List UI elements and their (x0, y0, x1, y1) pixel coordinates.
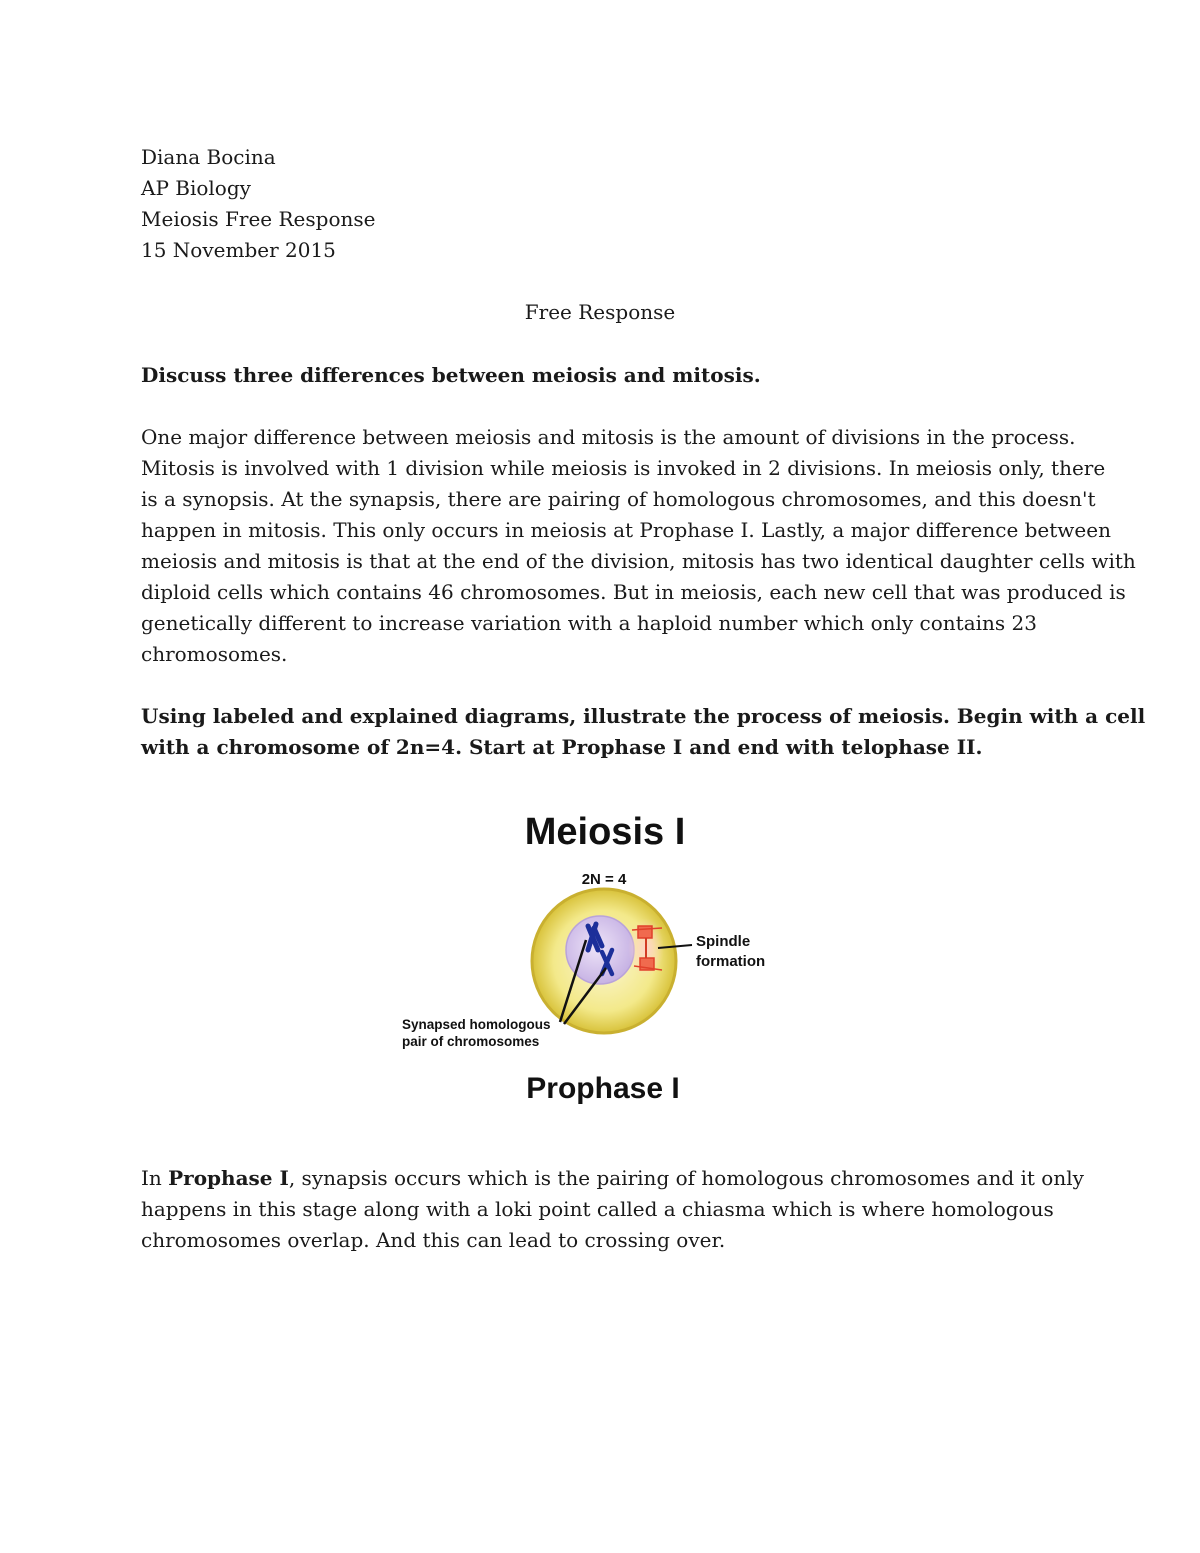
answer-1-paragraph (141, 422, 1136, 670)
document-header (141, 142, 375, 266)
question-2 (141, 701, 1146, 763)
figure-title: Meiosis I (524, 811, 686, 853)
ploidy-label: 2N = 4 (581, 871, 627, 888)
answer-1-line: One major difference between meiosis and mitosis is the amount of divisions in the process. (141, 425, 1076, 449)
answer-2-line: chromosomes overlap. And this can lead to crossing over. (141, 1228, 726, 1252)
document-date: 15 November 2015 (141, 238, 336, 262)
answer-2-prefix: In (141, 1166, 169, 1190)
question-1: Discuss three differences between meiosis and mitosis. (141, 363, 761, 387)
figure-caption: Prophase I (526, 1072, 680, 1105)
answer-1-line: diploid cells which contains 46 chromosomes. But in meiosis, each new cell that was produced is (141, 580, 1126, 604)
answer-2-line (141, 1163, 1084, 1194)
question-2-line: with a chromosome of 2n=4. Start at Prophase I and end with telophase II. (141, 735, 983, 759)
spindle-label-line-2: formation (696, 953, 766, 970)
answer-1-line: Mitosis is involved with 1 division while meiosis is invoked in 2 divisions. In meiosis only, there (141, 456, 1106, 480)
question-2-line: Using labeled and explained diagrams, illustrate the process of meiosis. Begin with a cell (141, 704, 1146, 728)
course-name: AP Biology (141, 176, 251, 200)
document-title: Free Response (524, 300, 676, 324)
answer-2-suffix: , synapsis occurs which is the pairing of homologous chromosomes and it only (288, 1166, 1084, 1190)
answer-1-line: happen in mitosis. This only occurs in meiosis at Prophase I. Lastly, a major difference between (141, 518, 1111, 542)
answer-2-stage-name: Prophase I (168, 1166, 289, 1190)
synapsed-label-line-1: Synapsed homologous (402, 1017, 551, 1032)
answer-1-line: meiosis and mitosis is that at the end of the division, mitosis has two identical daughter cells with (141, 549, 1136, 573)
answer-1-line: genetically different to increase variation with a haploid number which only contains 23 (141, 611, 1037, 635)
answer-2-line: happens in this stage along with a loki point called a chiasma which is where homologous (141, 1197, 1054, 1221)
answer-1-line: is a synopsis. At the synapsis, there are pairing of homologous chromosomes, and this doesn't (141, 487, 1096, 511)
spindle-label-line-1: Spindle (696, 933, 751, 950)
meiosis-prophase-diagram (380, 800, 820, 1120)
answer-1-line: chromosomes. (141, 642, 288, 666)
author-name: Diana Bocina (141, 145, 276, 169)
synapsed-label-line-2: pair of chromosomes (402, 1034, 540, 1049)
assignment-name: Meiosis Free Response (141, 207, 376, 231)
answer-2-paragraph (141, 1163, 1084, 1256)
